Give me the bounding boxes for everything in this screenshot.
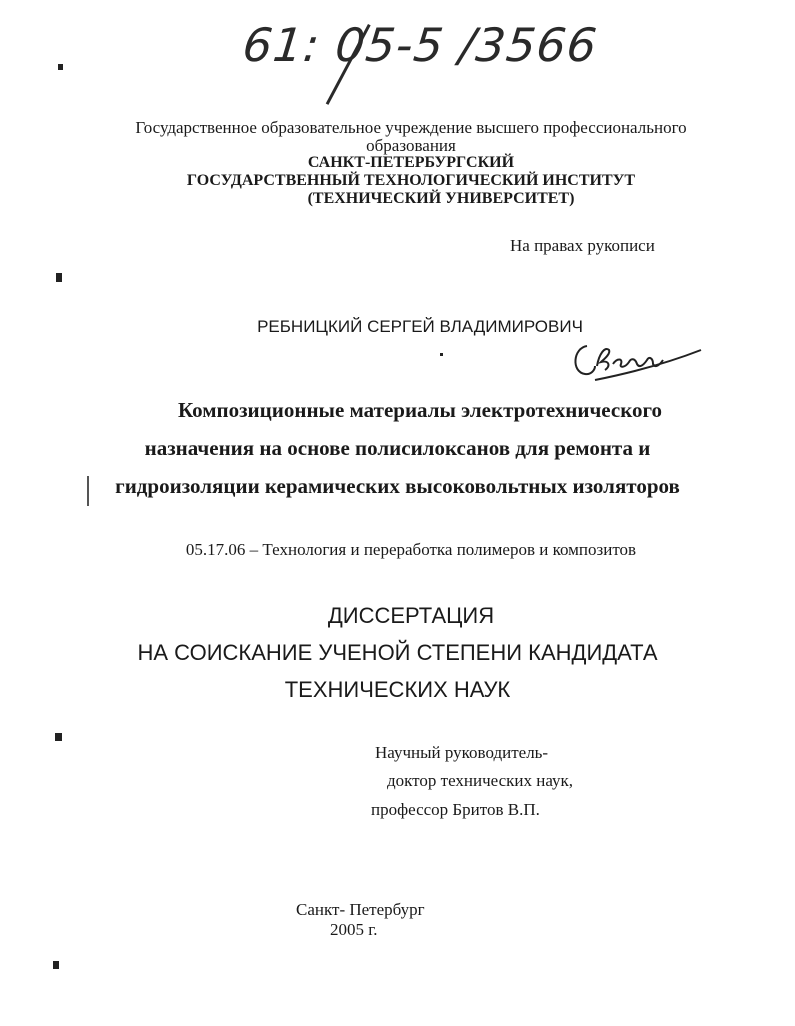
- year: 2005 г.: [330, 920, 378, 939]
- city: Санкт- Петербург: [296, 900, 425, 919]
- scan-mark: [56, 273, 62, 282]
- university-name: ГОСУДАРСТВЕННЫЙ ТЕХНОЛОГИЧЕСКИЙ ИНСТИТУТ: [186, 172, 636, 189]
- dissertation-degree-line: НА СОИСКАНИЕ УЧЕНОЙ СТЕПЕНИ КАНДИДАТА: [137, 640, 658, 665]
- author-signature-icon: [565, 336, 705, 386]
- manuscript-rights-note: На правах рукописи: [510, 236, 655, 255]
- scan-mark: [53, 961, 59, 969]
- margin-bracket-mark: [87, 476, 89, 506]
- supervisor-label: Научный руководитель-: [375, 743, 549, 762]
- dissertation-heading: ДИССЕРТАЦИЯ: [327, 603, 495, 628]
- scan-mark: [58, 64, 63, 70]
- institution-line: Государственное образовательное учреждение высшего профессионального: [135, 118, 687, 137]
- dissertation-title-line: Композиционные материалы электротехнического: [177, 398, 663, 422]
- dissertation-degree-line: ТЕХНИЧЕСКИХ НАУК: [284, 677, 511, 702]
- scan-mark: [55, 733, 62, 741]
- institution-line: образования: [366, 136, 456, 155]
- supervisor-degree: доктор технических наук,: [387, 771, 574, 790]
- specialty-code: 05.17.06 – Технология и переработка полимеров и композитов: [185, 540, 637, 559]
- university-name: (ТЕХНИЧЕСКИЙ УНИВЕРСИТЕТ): [307, 190, 575, 207]
- archive-stamp: 61: 05-5 /3566: [240, 18, 601, 72]
- supervisor-name: профессор Бритов В.П.: [371, 800, 540, 819]
- scan-mark: [440, 353, 443, 356]
- author-name: РЕБНИЦКИЙ СЕРГЕЙ ВЛАДИМИРОВИЧ: [257, 317, 583, 336]
- university-name: САНКТ-ПЕТЕРБУРГСКИЙ: [307, 154, 515, 171]
- dissertation-title-line: гидроизоляции керамических высоковольтных изоляторов: [115, 474, 680, 498]
- dissertation-title-line: назначения на основе полисилоксанов для ремонта и: [144, 436, 651, 460]
